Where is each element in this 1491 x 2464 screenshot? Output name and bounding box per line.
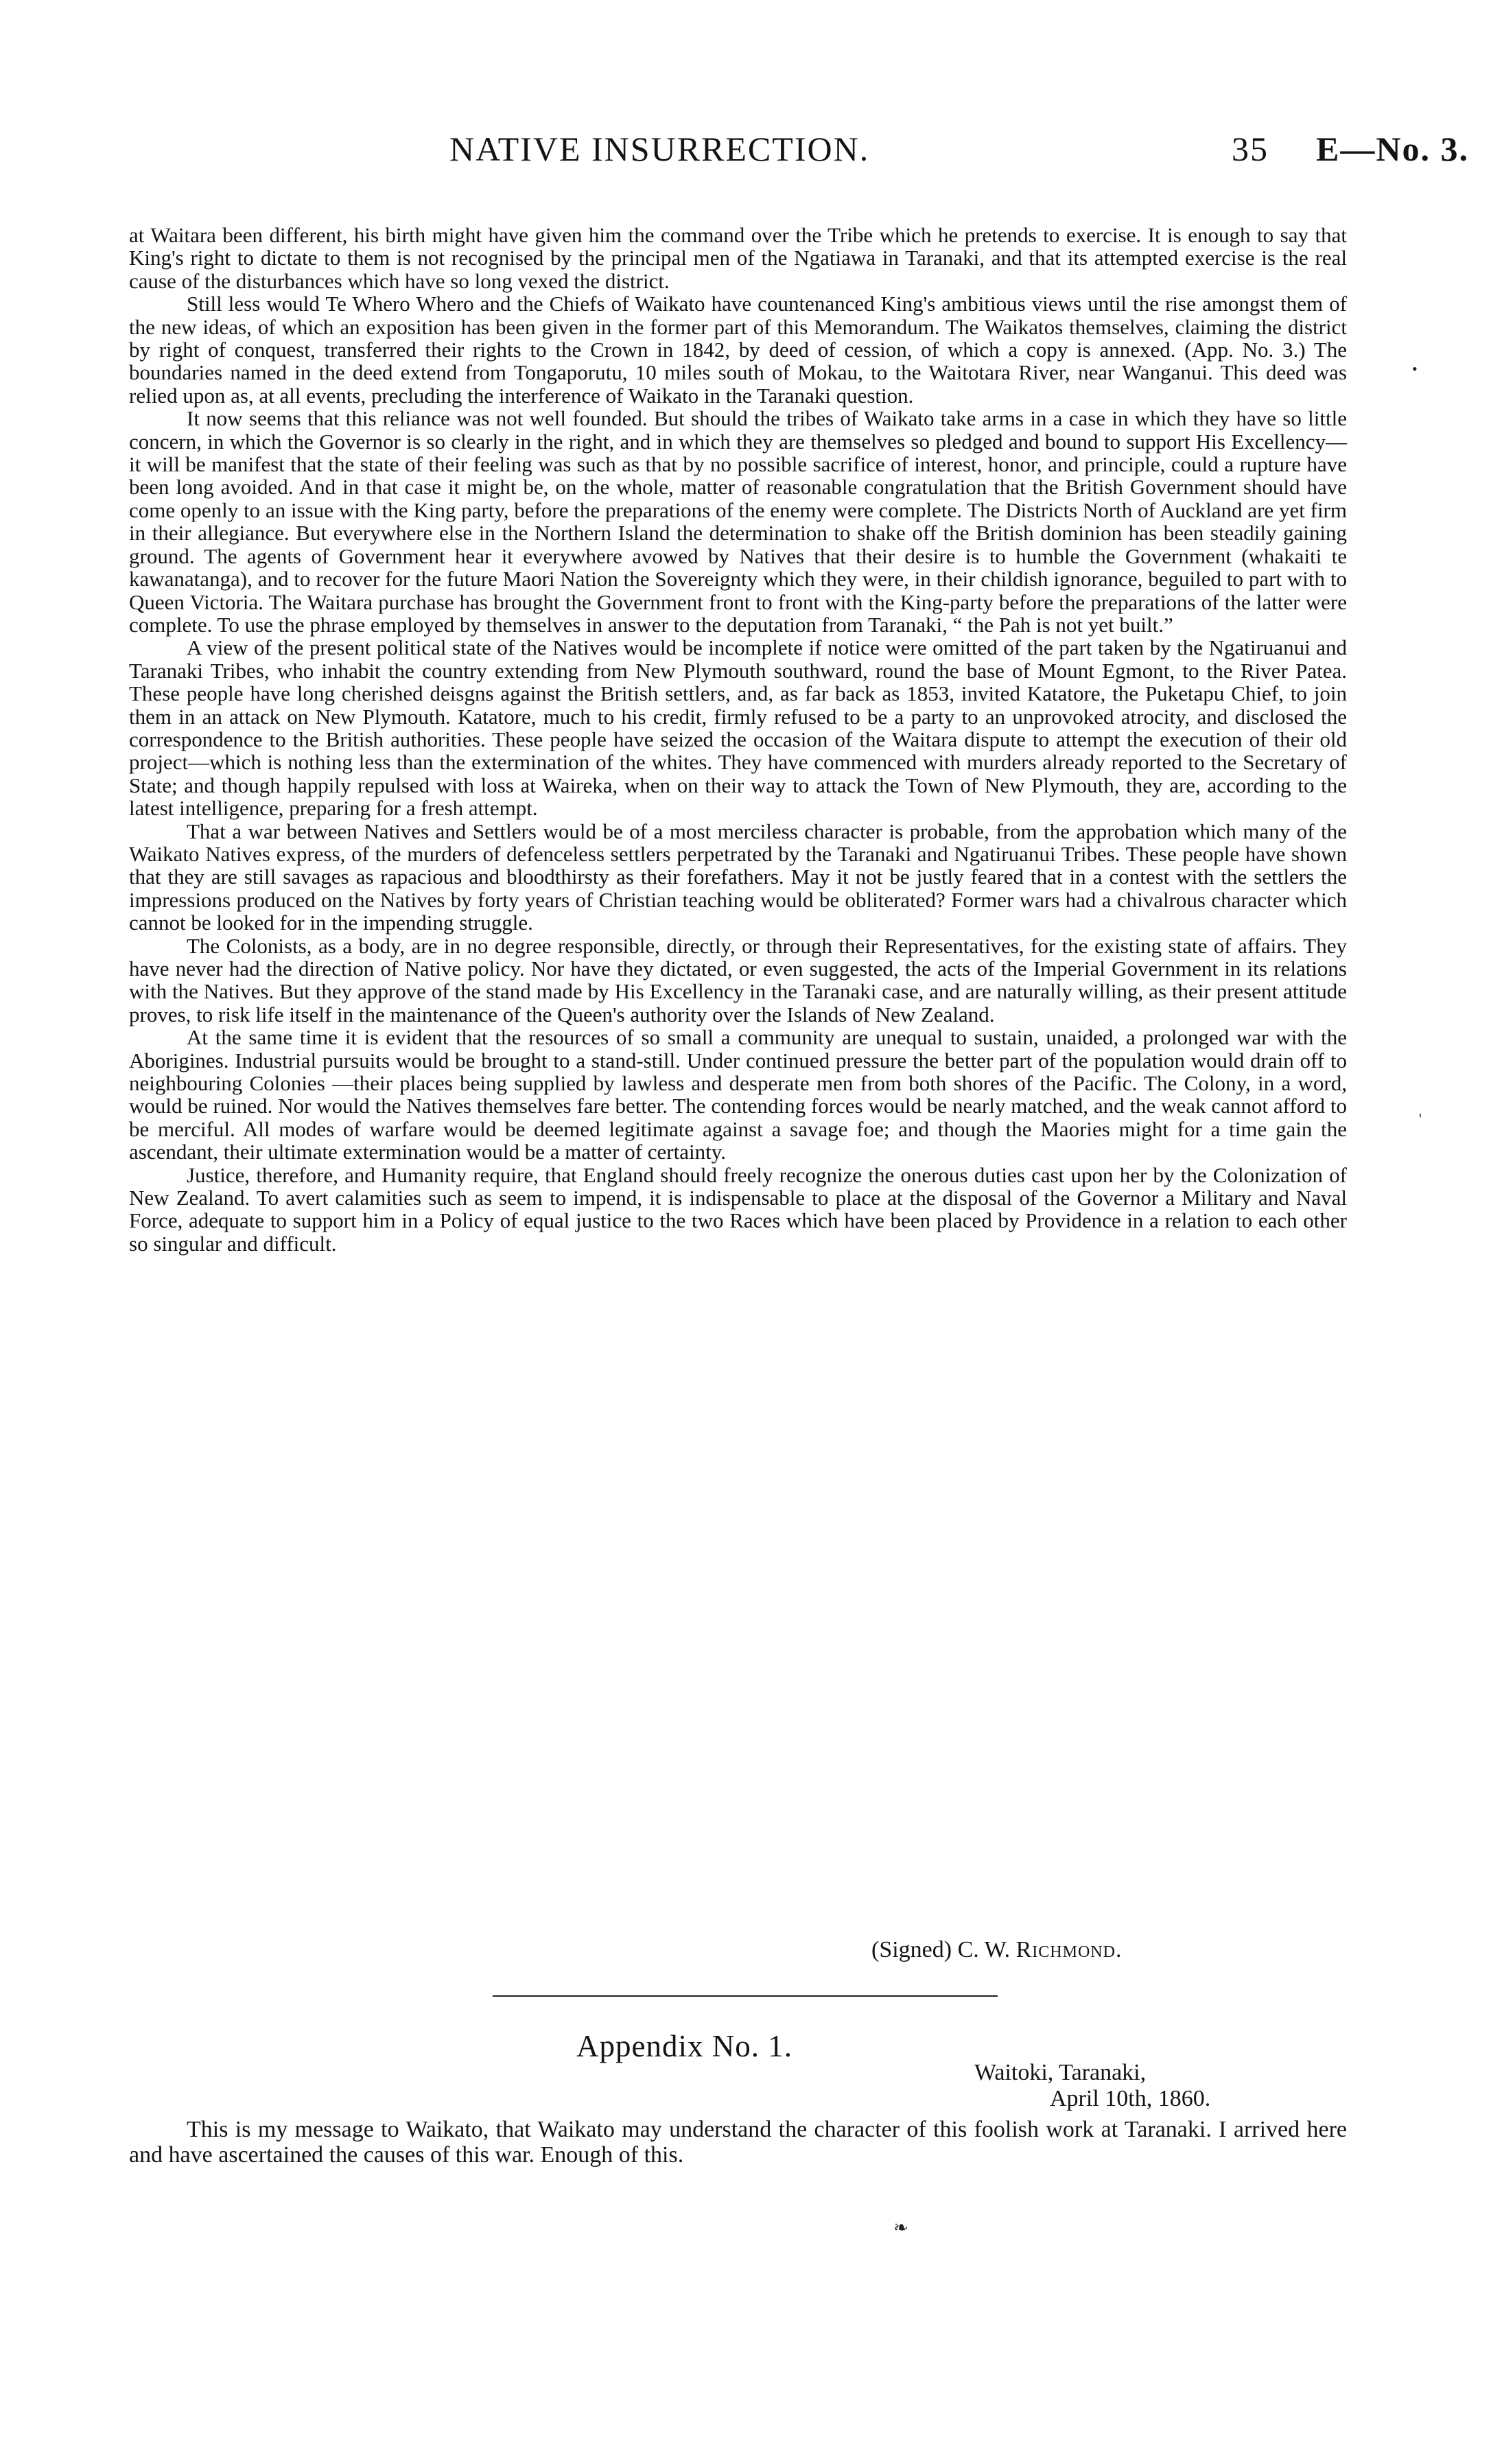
paragraph: It now seems that this reliance was not well founded. But should the tribes of Waikato take arms in a case in which they have so little concern, in which the Governor is so clearly in the right, and in which they are themselves so pledged and bound to support His Excellency—it will be manifest that the state of their feeling was such as that by no possible sacrifice of interest, honor, and principle, could a rupture have been long avoided. And in that case it might be, on the whole, matter of reasonable congratulation that the British Government should have come openly to an issue with the King party, before the preparations of the enemy were complete. The Districts North of Auckland are yet firm in their allegiance. But everywhere else in the Northern Island the determination to shake off the British dominion has been steadily gaining ground. The agents of Government hear it everywhere avowed by Natives that their desire is to humble the Government (whakaiti te kawanatanga), and to recover for the future Maori Nation the Sovereignty which they were, in their childish ignorance, beguiled to part with to Queen Victoria. The Waitara purchase has brought the Government front to front with the King-party before the preparations of the latter were complete. To use the phrase employed by themselves in answer to the deputation from Taranaki, “ the Pah is not yet built.” — [129, 406, 1347, 637]
section-divider — [493, 1995, 998, 1997]
signature-line — [871, 1937, 1122, 1963]
paragraph: A view of the present political state of the Natives would be incomplete if notice were omitted of the part taken by the Ngatiruanui and Taranaki Tribes, who inhabit the country extending from New Plymouth southward, round the base of Mount Egmont, to the River Patea. These people have long cherished deisgns against the British settlers, and, as far back as 1853, invited Katatore, the Puketapu Chief, to join them in an attack on New Plymouth. Katatore, much to his credit, firmly refused to be a party to an unprovoked atrocity, and disclosed the correspondence to the British authorities. These people have seized the occasion of the Waitara dispute to attempt the execution of their old project—which is nothing less than the extermination of the whites. They have commenced with murders already reported to the Secretary of State; and though happily repulsed with loss at Waireka, when on their way to attack the Town of New Plymouth, they are, according to the latest intelligence, preparing for a fresh attempt. — [129, 635, 1347, 821]
appendix-body — [129, 2117, 1347, 2168]
paragraph: at Waitara been different, his birth might have given him the command over the Tribe which he pretends to exercise. It is enough to say that King's right to dictate to them is not recognised by the principal men of the Ngatiawa in Taranaki, and that its attempted exercise is the real cause of the disturbances which have so long vexed the district. — [129, 223, 1347, 293]
page-number: 35 — [1232, 130, 1269, 168]
paragraph: Still less would Te Whero Whero and the Chiefs of Waikato have countenanced King's ambitious views until the rise amongst them of the new ideas, of which an exposition has been given in the former part of this Memorandum. The Waikatos themselves, claiming the district by right of conquest, transferred their rights to the Crown in 1842, by deed of cession, of which a copy is annexed. (App. No. 3.) The boundaries named in the deed extend from Tongaporutu, 10 miles south of Mokau, to the Waitotara River, near Wanganui. This deed was relied upon as, at all events, precluding the interference of Waikato in the Taranaki question. — [129, 292, 1347, 408]
margin-mark: ' — [1419, 1110, 1422, 1127]
paragraph: The Colonists, as a body, are in no degree responsible, directly, or through their Representatives, for the existing state of affairs. They have never had the direction of Native policy. Nor have they dictated, or even suggested, the acts of the Imperial Government in its relations with the Natives. But they approve of the stand made by His Excellency in the Taranaki case, and are naturally willing, as their present attitude proves, to risk life itself in the maintenance of the Queen's authority over the Islands of New Zealand. — [129, 933, 1347, 1026]
page-header — [0, 129, 1491, 184]
signature-name: Richmond. — [1015, 1937, 1123, 1962]
document-reference: E—No. 3. — [1316, 130, 1469, 168]
signature-prefix: (Signed) C. W. — [871, 1937, 1011, 1962]
appendix-date: April 10th, 1860. — [1050, 2086, 1211, 2111]
paragraph: That a war between Natives and Settlers would be of a most merciless character is probable, from the approbation which many of the Waikato Natives express, of the murders of defenceless settlers perpetrated by the Taranaki and Ngatiruanui Tribes. These people have shown that they are still savages as rapacious and bloodthirsty as their forefathers. May it not be justly feared that in a contest with the settlers the impressions produced on the Natives by forty years of Christian teaching would be obliterated? Former wars had a chivalrous character which cannot be looked for in the impending struggle. — [129, 819, 1347, 935]
paragraph: At the same time it is evident that the resources of so small a community are unequal to sustain, unaided, a prolonged war with the Aborigines. Industrial pursuits would be brought to a stand-still. Under continued pressure the better part of the population would drain off to neighbouring Colonies —their places being supplied by lawless and desperate men from both shores of the Pacific. The Colony, in a word, would be ruined. Nor would the Natives themselves fare better. The contending forces would be nearly matched, and the weak cannot afford to be merciful. All modes of warfare would be deemed legitimate against a savage foe; and though the Maories might for a time gain the ascendant, their ultimate extermination would be a matter of certainty. — [129, 1025, 1347, 1164]
paragraph: Justice, therefore, and Humanity require, that England should freely recognize the onerous duties cast upon her by the Colonization of New Zealand. To avert calamities such as seem to impend, it is indispensable to place at the disposal of the Governor a Military and Naval Force, adequate to support him in a Policy of equal justice to the two Races which have been placed by Providence in a relation to each other so singular and difficult. — [129, 1162, 1347, 1256]
appendix-paragraph: This is my message to Waikato, that Waikato may understand the character of this foolish work at Taranaki. I arrived here and have ascertained the causes of this war. Enough of this. — [129, 2117, 1347, 2168]
printers-ornament: ❧ — [893, 2218, 908, 2238]
memorandum-body — [129, 224, 1347, 1255]
margin-mark: • — [1412, 360, 1418, 377]
appendix-title: Appendix No. 1. — [576, 2029, 793, 2063]
appendix-place: Waitoki, Taranaki, — [974, 2060, 1147, 2085]
running-title: NATIVE INSURRECTION. — [449, 130, 870, 168]
